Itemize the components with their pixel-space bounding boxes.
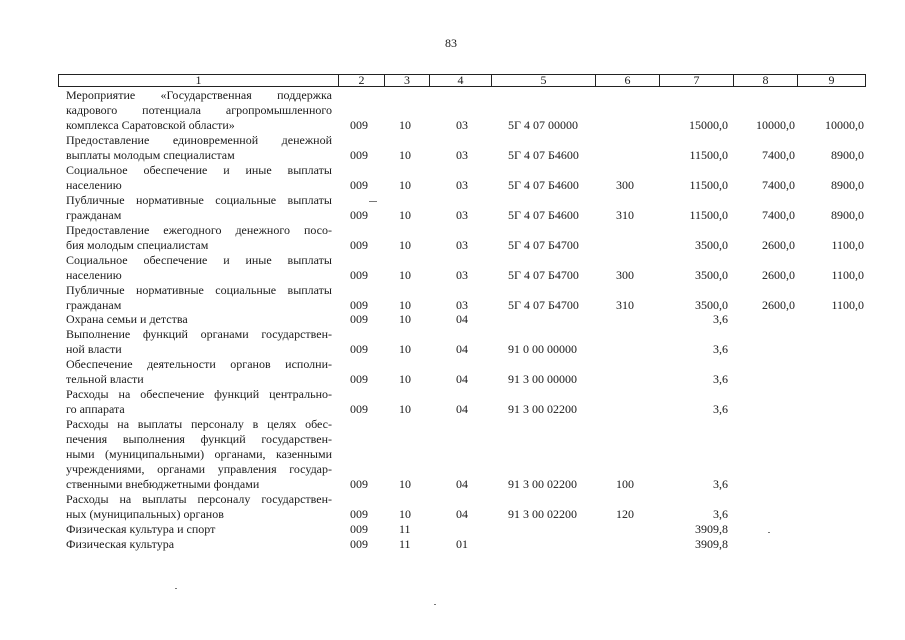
table-row bbox=[0, 88, 905, 133]
cell-c7: 3909,8 bbox=[695, 537, 728, 551]
cell-c9: 1100,0 bbox=[831, 238, 864, 252]
cell-c4: 04 bbox=[456, 312, 468, 326]
description-line: печения выполнения функций государствен- bbox=[66, 432, 332, 446]
description-line: Охрана семьи и детства bbox=[66, 312, 188, 326]
cell-c8: 2600,0 bbox=[762, 298, 795, 312]
cell-c3: 10 bbox=[399, 312, 411, 326]
cell-c2: 009 bbox=[350, 298, 368, 312]
cell-c3: 11 bbox=[399, 522, 411, 536]
cell-c3: 10 bbox=[399, 118, 411, 132]
header-col-3: 3 bbox=[384, 75, 429, 86]
cell-c2: 009 bbox=[350, 118, 368, 132]
cell-c3: 10 bbox=[399, 507, 411, 521]
row-description bbox=[66, 387, 332, 417]
cell-c5: 91 3 00 02200 bbox=[508, 507, 577, 521]
cell-c8: 10000,0 bbox=[756, 118, 795, 132]
row-description bbox=[66, 283, 332, 313]
cell-c5: 5Г 4 07 Б4600 bbox=[508, 178, 579, 192]
cell-c8: 7400,0 bbox=[762, 178, 795, 192]
description-line: населению bbox=[66, 268, 122, 282]
cell-c5: 5Г 4 07 Б4700 bbox=[508, 268, 579, 282]
row-description bbox=[66, 522, 332, 537]
cell-c6: 310 bbox=[616, 208, 634, 222]
cell-c3: 10 bbox=[399, 238, 411, 252]
cell-c4: 03 bbox=[456, 148, 468, 162]
cell-c9: 10000,0 bbox=[825, 118, 864, 132]
scan-mark bbox=[175, 588, 177, 589]
table-row bbox=[0, 253, 905, 283]
cell-c2: 009 bbox=[350, 372, 368, 386]
cell-c3: 10 bbox=[399, 477, 411, 491]
description-line: выплаты молодым специалистам bbox=[66, 148, 235, 162]
cell-c4: 04 bbox=[456, 402, 468, 416]
cell-c7: 3500,0 bbox=[695, 238, 728, 252]
cell-c3: 10 bbox=[399, 298, 411, 312]
table-row bbox=[0, 283, 905, 313]
header-col-1: 1 bbox=[195, 73, 202, 87]
cell-c8: 7400,0 bbox=[762, 208, 795, 222]
description-line: ной власти bbox=[66, 342, 122, 356]
table-row bbox=[0, 537, 905, 552]
cell-c3: 10 bbox=[399, 402, 411, 416]
cell-c5: 91 3 00 02200 bbox=[508, 477, 577, 491]
cell-c5: 5Г 4 07 Б4600 bbox=[508, 148, 579, 162]
description-line: тельной власти bbox=[66, 372, 144, 386]
cell-c4: 03 bbox=[456, 268, 468, 282]
cell-c2: 009 bbox=[350, 522, 368, 536]
cell-c7: 15000,0 bbox=[689, 118, 728, 132]
row-description bbox=[66, 417, 332, 492]
row-description bbox=[66, 253, 332, 283]
table-row bbox=[0, 357, 905, 387]
row-description bbox=[66, 327, 332, 357]
cell-c2: 009 bbox=[350, 312, 368, 326]
description-line: Мероприятие «Государственная поддержка bbox=[66, 88, 332, 102]
page-number: 83 bbox=[445, 36, 457, 50]
cell-c3: 10 bbox=[399, 372, 411, 386]
description-line: бия молодым специалистам bbox=[66, 238, 209, 252]
row-description bbox=[66, 357, 332, 387]
cell-c2: 009 bbox=[350, 208, 368, 222]
cell-c9: 8900,0 bbox=[831, 148, 864, 162]
header-col-8: 8 bbox=[733, 75, 797, 86]
cell-c5: 5Г 4 07 00000 bbox=[508, 118, 578, 132]
description-line: гражданам bbox=[66, 298, 122, 312]
cell-c5: 5Г 4 07 Б4700 bbox=[508, 298, 579, 312]
cell-c3: 10 bbox=[399, 268, 411, 282]
table-row bbox=[0, 327, 905, 357]
cell-c2: 009 bbox=[350, 507, 368, 521]
cell-c4: 03 bbox=[456, 208, 468, 222]
cell-c4: 03 bbox=[456, 118, 468, 132]
scan-mark bbox=[434, 604, 436, 605]
scan-mark bbox=[369, 201, 377, 202]
cell-c3: 10 bbox=[399, 342, 411, 356]
description-line: го аппарата bbox=[66, 402, 125, 416]
cell-c4: 04 bbox=[456, 342, 468, 356]
description-line: Социальное обеспечение и иные выплаты bbox=[66, 163, 332, 177]
description-line: Физическая культура bbox=[66, 537, 175, 551]
cell-c5: 5Г 4 07 Б4600 bbox=[508, 208, 579, 222]
cell-c2: 009 bbox=[350, 178, 368, 192]
description-line: ными (муниципальными) органами, казенными bbox=[66, 447, 332, 461]
cell-c7: 11500,0 bbox=[689, 178, 728, 192]
cell-c8: 2600,0 bbox=[762, 238, 795, 252]
cell-c2: 009 bbox=[350, 268, 368, 282]
row-description bbox=[66, 223, 332, 253]
description-line: гражданам bbox=[66, 208, 122, 222]
row-description bbox=[66, 537, 332, 552]
cell-c4: 04 bbox=[456, 507, 468, 521]
cell-c2: 009 bbox=[350, 402, 368, 416]
header-col-2: 2 bbox=[338, 75, 384, 86]
row-description bbox=[66, 193, 332, 223]
description-line: Обеспечение деятельности органов исполни- bbox=[66, 357, 332, 371]
description-line: учреждениями, органами управления государ- bbox=[66, 462, 332, 476]
table-row bbox=[0, 312, 905, 327]
cell-c7: 3909,8 bbox=[695, 522, 728, 536]
cell-c7: 3,6 bbox=[713, 477, 728, 491]
header-col-9: 9 bbox=[797, 75, 865, 86]
header-col-5: 5 bbox=[491, 75, 595, 86]
cell-c9: 1100,0 bbox=[831, 268, 864, 282]
description-line: комплекса Саратовской области» bbox=[66, 118, 235, 132]
row-description bbox=[66, 492, 332, 522]
cell-c7: 3,6 bbox=[713, 342, 728, 356]
cell-c4: 03 bbox=[456, 238, 468, 252]
cell-c2: 009 bbox=[350, 238, 368, 252]
table-row bbox=[0, 223, 905, 253]
row-description bbox=[66, 312, 332, 327]
description-line: Расходы на обеспечение функций центрально- bbox=[66, 387, 332, 401]
table-row bbox=[0, 492, 905, 522]
cell-c4: 04 bbox=[456, 372, 468, 386]
cell-c7: 3500,0 bbox=[695, 298, 728, 312]
cell-c2: 009 bbox=[350, 537, 368, 551]
cell-c8: 7400,0 bbox=[762, 148, 795, 162]
description-line: Публичные нормативные социальные выплаты bbox=[66, 193, 332, 207]
description-line: Расходы на выплаты персоналу государствен- bbox=[66, 492, 332, 506]
header-col-6: 6 bbox=[595, 75, 659, 86]
cell-c6: 100 bbox=[616, 477, 634, 491]
description-line: Социальное обеспечение и иные выплаты bbox=[66, 253, 332, 267]
cell-c6: 120 bbox=[616, 507, 634, 521]
description-line: кадрового потенциала агропромышленного bbox=[66, 103, 332, 117]
cell-c9: 1100,0 bbox=[831, 298, 864, 312]
table-row bbox=[0, 387, 905, 417]
table-row bbox=[0, 193, 905, 223]
table-row bbox=[0, 522, 905, 537]
description-line: ственными внебюджетными фондами bbox=[66, 477, 260, 491]
cell-c5: 5Г 4 07 Б4700 bbox=[508, 238, 579, 252]
description-line: ных (муниципальных) органов bbox=[66, 507, 224, 521]
table-row bbox=[0, 133, 905, 163]
description-line: Публичные нормативные социальные выплаты bbox=[66, 283, 332, 297]
cell-c7: 3,6 bbox=[713, 372, 728, 386]
table-header bbox=[58, 74, 866, 87]
table-row bbox=[0, 163, 905, 193]
cell-c7: 3,6 bbox=[713, 402, 728, 416]
scan-mark bbox=[768, 532, 770, 533]
cell-c4: 04 bbox=[456, 477, 468, 491]
cell-c9: 8900,0 bbox=[831, 208, 864, 222]
cell-c4: 03 bbox=[456, 178, 468, 192]
table-row bbox=[0, 417, 905, 492]
description-line: населению bbox=[66, 178, 122, 192]
description-line: Физическая культура и спорт bbox=[66, 522, 216, 536]
cell-c5: 91 0 00 00000 bbox=[508, 342, 577, 356]
description-line: Расходы на выплаты персоналу в целях обес- bbox=[66, 417, 332, 431]
cell-c3: 11 bbox=[399, 537, 411, 551]
cell-c8: 2600,0 bbox=[762, 268, 795, 282]
cell-c6: 300 bbox=[616, 268, 634, 282]
header-col-7: 7 bbox=[659, 75, 733, 86]
cell-c7: 3500,0 bbox=[695, 268, 728, 282]
row-description bbox=[66, 163, 332, 193]
row-description bbox=[66, 88, 332, 133]
description-line: Предоставление ежегодного денежного посо- bbox=[66, 223, 332, 237]
cell-c3: 10 bbox=[399, 208, 411, 222]
header-col-4: 4 bbox=[429, 75, 491, 86]
cell-c5: 91 3 00 00000 bbox=[508, 372, 577, 386]
cell-c2: 009 bbox=[350, 342, 368, 356]
cell-c7: 3,6 bbox=[713, 312, 728, 326]
cell-c7: 3,6 bbox=[713, 507, 728, 521]
cell-c4: 01 bbox=[456, 537, 468, 551]
cell-c3: 10 bbox=[399, 148, 411, 162]
cell-c3: 10 bbox=[399, 178, 411, 192]
cell-c2: 009 bbox=[350, 477, 368, 491]
cell-c2: 009 bbox=[350, 148, 368, 162]
cell-c7: 11500,0 bbox=[689, 208, 728, 222]
cell-c4: 03 bbox=[456, 298, 468, 312]
description-line: Выполнение функций органами государствен- bbox=[66, 327, 332, 341]
description-line: Предоставление единовременной денежной bbox=[66, 133, 332, 147]
cell-c5: 91 3 00 02200 bbox=[508, 402, 577, 416]
cell-c6: 300 bbox=[616, 178, 634, 192]
row-description bbox=[66, 133, 332, 163]
cell-c9: 8900,0 bbox=[831, 178, 864, 192]
cell-c7: 11500,0 bbox=[689, 148, 728, 162]
cell-c6: 310 bbox=[616, 298, 634, 312]
